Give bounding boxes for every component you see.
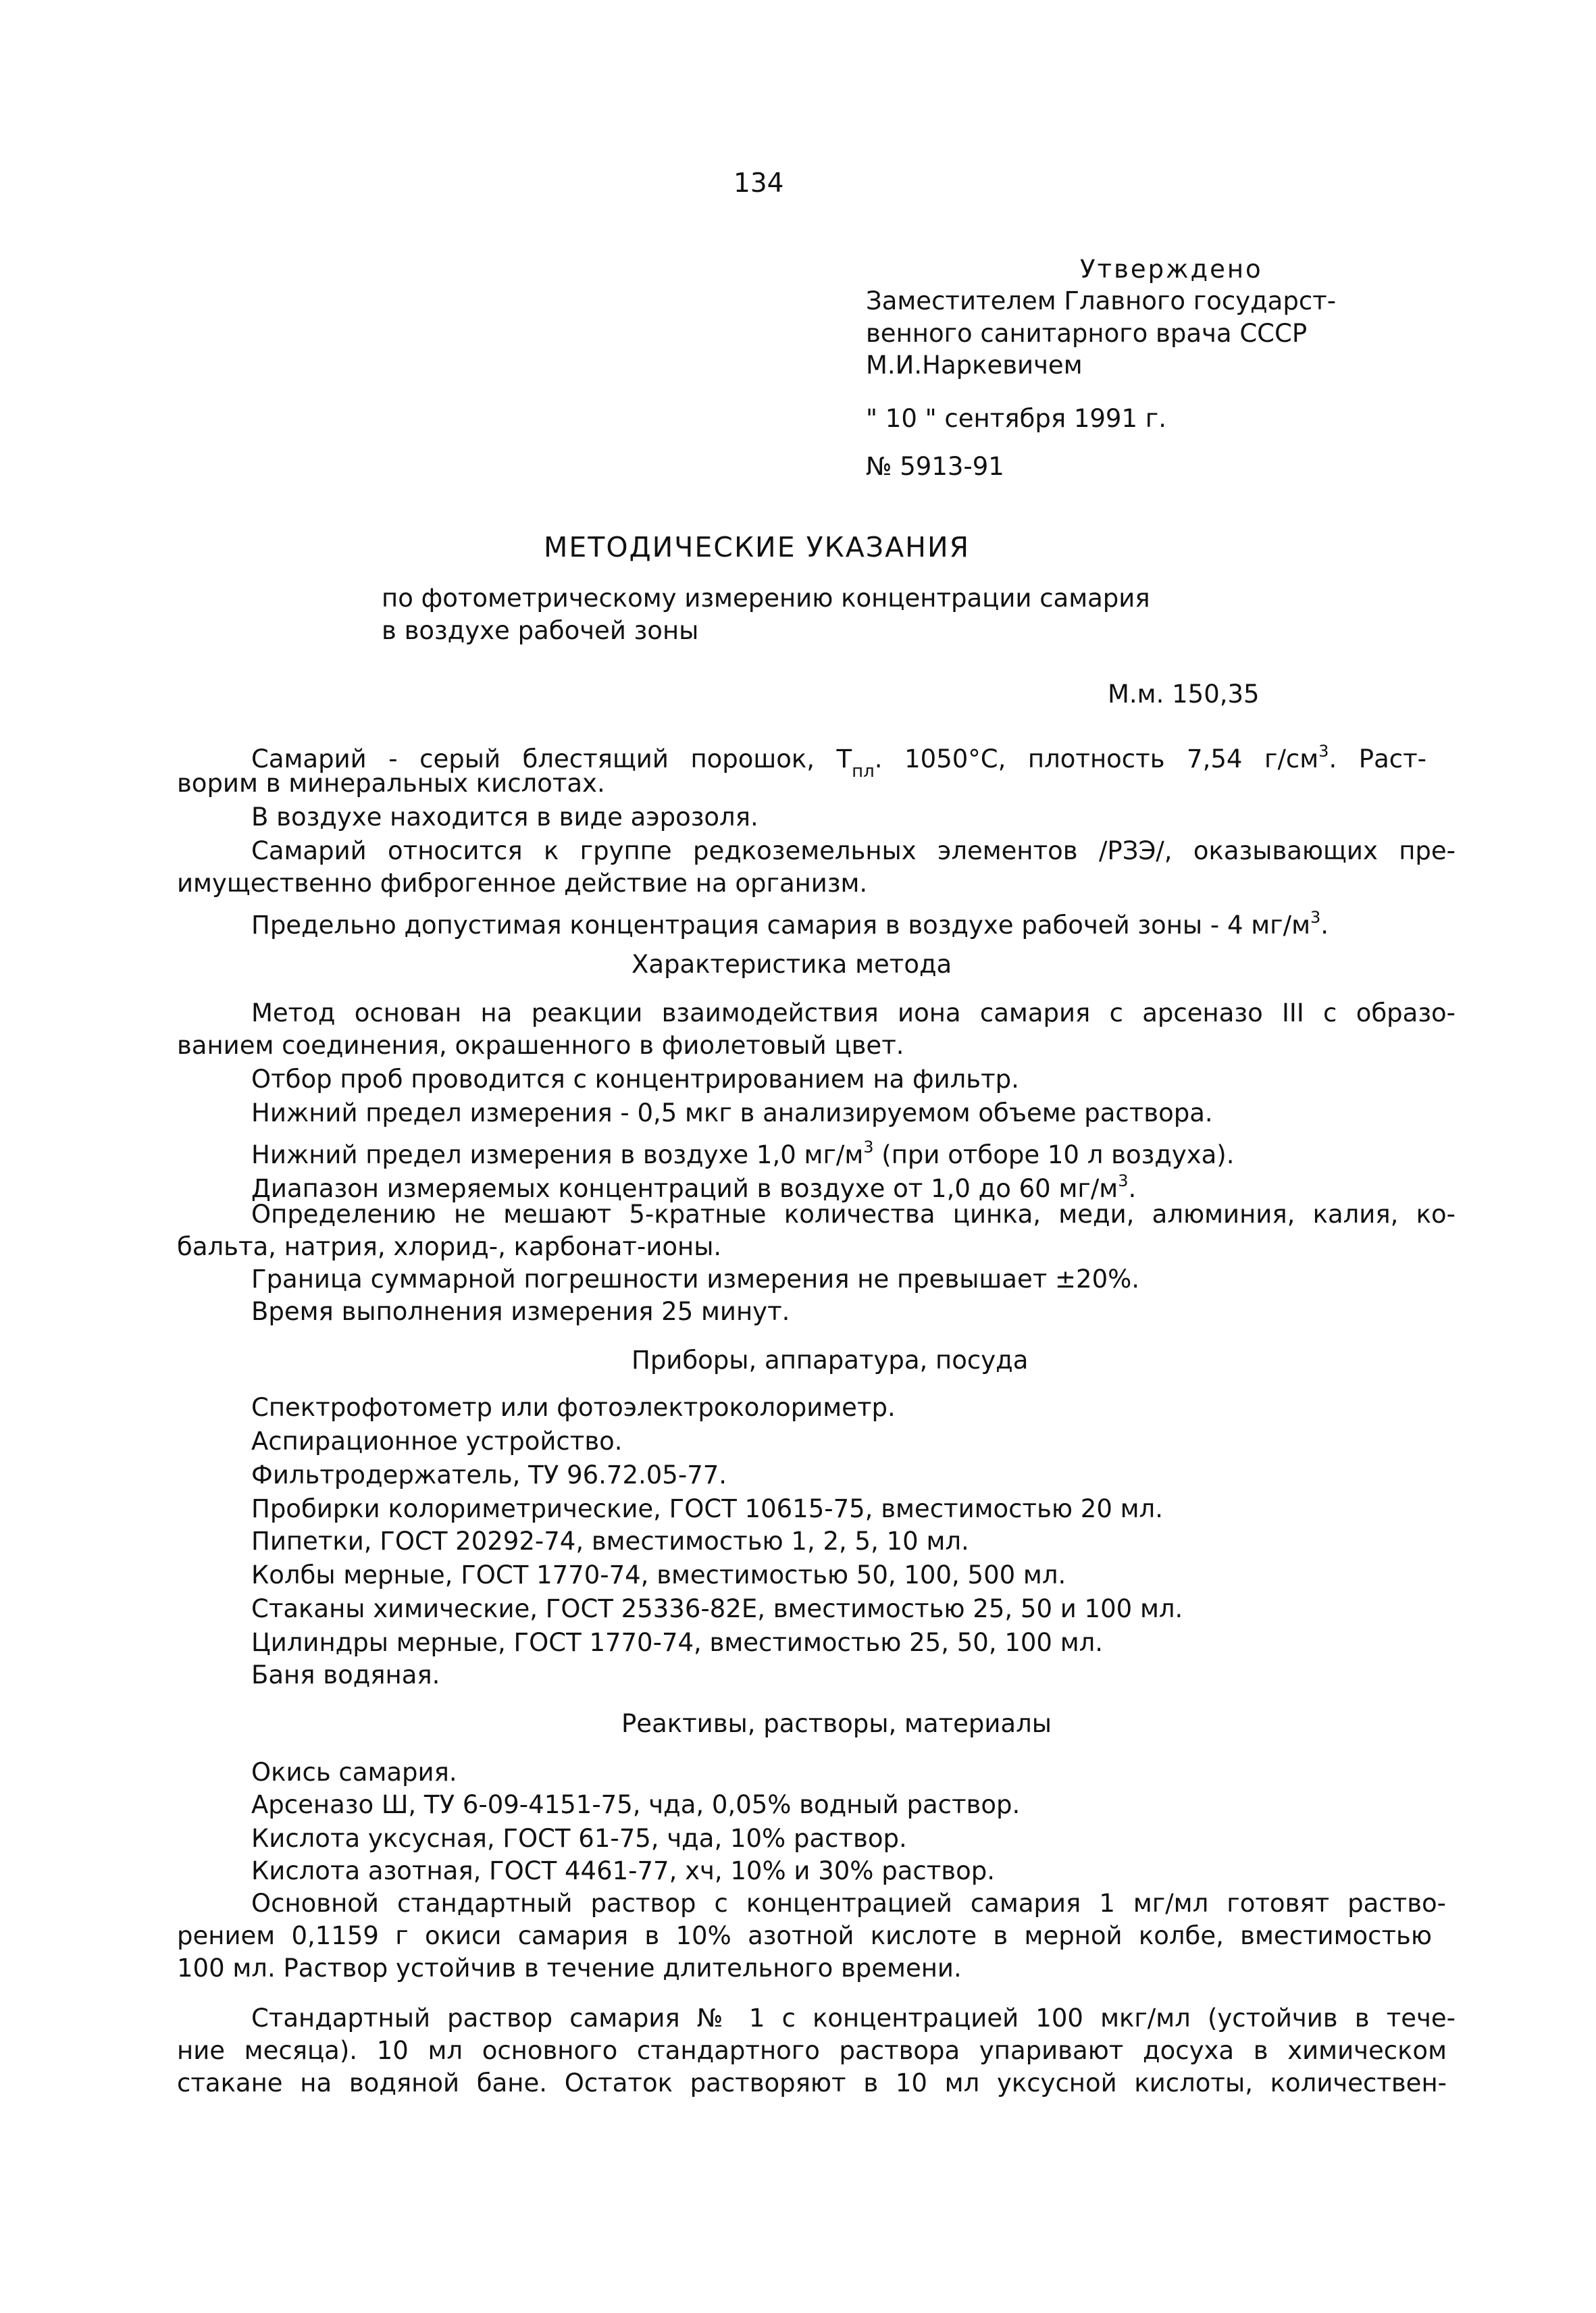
approval-signatory: М.И.Наркевичем	[866, 351, 1083, 380]
approval-line: венного санитарного врача СССР	[866, 319, 1308, 348]
reagents-line: стакане на водяной бане. Остаток растворяют в 10 мл уксусной кислоты, количествен-	[177, 2068, 1447, 2098]
list-item: Аспирационное устройство.	[251, 1427, 623, 1456]
approval-number: № 5913-91	[866, 452, 1004, 481]
method-line: бальта, натрия, хлорид-, карбонат-ионы.	[177, 1232, 722, 1261]
method-line: ванием соединения, окрашенного в фиолетовый цвет.	[177, 1031, 904, 1060]
reagents-line: 100 мл. Раствор устойчив в течение длительного времени.	[177, 1954, 962, 1983]
method-line: Нижний предел измерения - 0,5 мкг в анализируемом объеме раствора.	[251, 1098, 1213, 1127]
list-item: Кислота азотная, ГОСТ 4461-77, хч, 10% и 30% раствор.	[251, 1856, 995, 1885]
approval-line: Заместителем Главного государст-	[866, 286, 1337, 315]
page-number: 134	[733, 168, 784, 199]
list-item: Пипетки, ГОСТ 20292-74, вместимостью 1, 2, 5, 10 мл.	[251, 1527, 969, 1556]
section-heading: Приборы, аппаратура, посуда	[632, 1346, 1029, 1375]
method-line: Нижний предел измерения в воздухе 1,0 $мг/м^3$ (при отборе 10 л воздуха).	[251, 1138, 1235, 1169]
intro-line: ворим в минеральных кислотах.	[177, 769, 605, 798]
intro-line: В воздухе находится в виде аэрозоля.	[251, 803, 758, 832]
section-heading: Характеристика метода	[632, 950, 952, 979]
intro-line: Предельно допустимая концентрация самария в воздухе рабочей зоны - 4 $мг/м^3$.	[251, 908, 1329, 940]
list-item: Кислота уксусная, ГОСТ 61-75, чда, 10% раствор.	[251, 1824, 907, 1853]
approval-heading: Утверждено	[1080, 255, 1263, 284]
reagents-line: ние месяца). 10 мл основного стандартного раствора упаривают досуха в химическом	[177, 2036, 1447, 2065]
document-title: МЕТОДИЧЕСКИЕ УКАЗАНИЯ	[544, 531, 971, 563]
title-subline: по фотометрическому измерению концентрации самария	[382, 584, 1150, 613]
approval-date: " 10 " сентября 1991 г.	[866, 404, 1166, 433]
reagents-line: рением 0,1159 г окиси самария в 10% азотной кислоте в мерной колбе, вместимостью	[177, 1921, 1432, 1950]
intro-line: Самарий - серый блестящий порошок, $Т_{пл}$. 1050°С, плотность 7,54 $г/см^3$. Раст-	[251, 742, 1427, 782]
intro-line: Самарий относится к группе редкоземельных элементов /РЗЭ/, оказывающих пре-	[251, 836, 1456, 865]
reagents-line: Стандартный раствор самария № 1 с концентрацией 100 мкг/мл (устойчив в тече-	[251, 2004, 1456, 2033]
list-item: Спектрофотометр или фотоэлектроколориметр.	[251, 1393, 896, 1422]
method-line: Граница суммарной погрешности измерения не превышает ±20%.	[251, 1265, 1140, 1294]
list-item: Пробирки колориметрические, ГОСТ 10615-75, вместимостью 20 мл.	[251, 1494, 1163, 1523]
reagents-line: Основной стандартный раствор с концентрацией самария 1 мг/мл готовят раство-	[251, 1889, 1446, 1918]
list-item: Окись самария.	[251, 1758, 457, 1787]
list-item: Стаканы химические, ГОСТ 25336-82Е, вместимостью 25, 50 и 100 мл.	[251, 1594, 1183, 1623]
title-subline: в воздухе рабочей зоны	[382, 616, 699, 645]
intro-line: имущественно фиброгенное действие на организм.	[177, 869, 868, 898]
method-line: Время выполнения измерения 25 минут.	[251, 1297, 790, 1326]
method-line: Отбор проб проводится с концентрированием на фильтр.	[251, 1065, 1019, 1094]
list-item: Баня водяная.	[251, 1660, 440, 1689]
molecular-mass: М.м. 150,35	[1108, 680, 1260, 709]
list-item: Цилиндры мерные, ГОСТ 1770-74, вместимостью 25, 50, 100 мл.	[251, 1628, 1104, 1657]
list-item: Колбы мерные, ГОСТ 1770-74, вместимостью 50, 100, 500 мл.	[251, 1560, 1066, 1590]
method-line: Метод основан на реакции взаимодействия иона самария с арсеназо III с образо-	[251, 998, 1456, 1027]
section-heading: Реактивы, растворы, материалы	[621, 1709, 1052, 1738]
method-line: Определению не мешают 5-кратные количества цинка, меди, алюминия, калия, ко-	[251, 1200, 1456, 1229]
list-item: Арсеназо Ш, ТУ 6-09-4151-75, чда, 0,05% водный раствор.	[251, 1790, 1021, 1819]
list-item: Фильтродержатель, ТУ 96.72.05-77.	[251, 1460, 727, 1490]
method-line: Диапазон измеряемых концентраций в воздухе от 1,0 до 60 $мг/м^3$.	[251, 1171, 1137, 1203]
